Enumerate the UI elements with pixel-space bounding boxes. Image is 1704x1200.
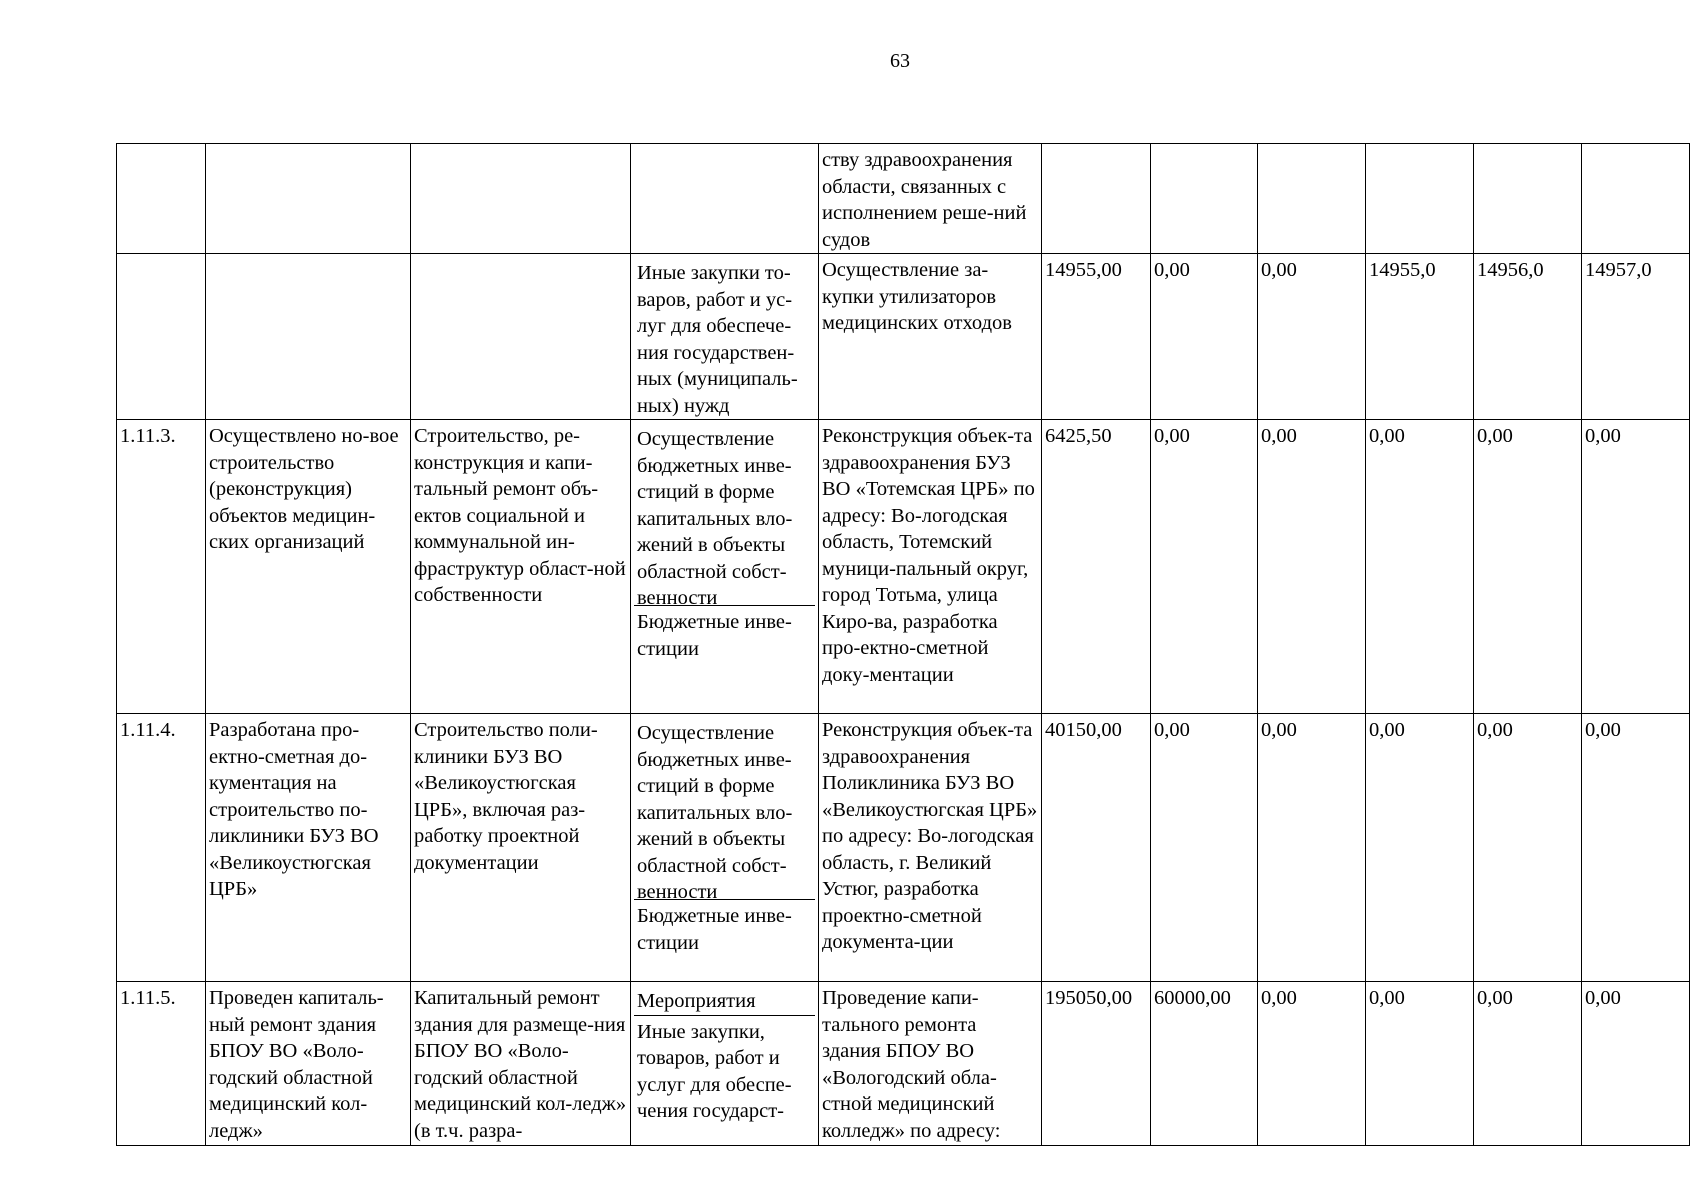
table-row <box>117 254 1690 420</box>
cell-value: 0,00 <box>1258 714 1366 982</box>
source-text: Осуществление бюджетных инве-стиций в форме капитальных вло-жений в объекты областной собст-венности <box>637 722 793 903</box>
cell-result: Разработана про-ектно-сметная до-кументация на строительство по-ликлиники БУЗ ВО «Великоустюгская ЦРБ» <box>206 714 411 982</box>
source-text: Иные закупки, товаров, работ и услуг для обеспе-чения государст- <box>634 1015 815 1125</box>
cell-value: 0,00 <box>1366 714 1474 982</box>
cell-value: 60000,00 <box>1151 982 1258 1146</box>
cell-value: 0,00 <box>1366 982 1474 1146</box>
source-text: Иные закупки то-варов, работ и ус-луг для обеспече-ния государствен-ных (муниципаль-ных) нужд <box>637 262 798 417</box>
table-row <box>117 420 1690 714</box>
source-text <box>634 147 815 150</box>
cell-value: 40150,00 <box>1042 714 1151 982</box>
cell-source <box>631 420 819 714</box>
cell-value: 0,00 <box>1151 714 1258 982</box>
cell-value: 0,00 <box>1258 254 1366 420</box>
cell-source <box>631 982 819 1146</box>
cell-measure: Строительство, ре-конструкция и капи-тальный ремонт объ-ектов социальной и коммунальной ин-фраструктур област-ной собственности <box>411 420 631 714</box>
cell-value: 0,00 <box>1151 420 1258 714</box>
cell-value: 0,00 <box>1151 254 1258 420</box>
cell-value: 0,00 <box>1258 420 1366 714</box>
table-row <box>117 144 1690 254</box>
cell-value: 0,00 <box>1582 420 1690 714</box>
cell-description: Реконструкция объек-та здравоохранения БУЗ ВО «Тотемская ЦРБ» по адресу: Во-логодская область, Тотемский муници-пальный округ, город Тотьма, улица Киро-ва, разработка про-ектно-сметной доку-ментации <box>819 420 1042 714</box>
cell-value <box>1151 144 1258 254</box>
source-text: Бюджетные инве-стиции <box>634 899 815 956</box>
cell-value: 0,00 <box>1474 714 1582 982</box>
source-text: Бюджетные инве-стиции <box>634 605 815 662</box>
cell-number: 1.11.5. <box>117 982 206 1146</box>
cell-value: 0,00 <box>1366 420 1474 714</box>
cell-source <box>631 254 819 420</box>
cell-value: 14957,0 <box>1582 254 1690 420</box>
cell-number: 1.11.4. <box>117 714 206 982</box>
cell-value: 0,00 <box>1582 982 1690 1146</box>
cell-value <box>1258 144 1366 254</box>
source-text: Осуществление бюджетных инве-стиций в форме капитальных вло-жений в объекты областной собст-венности <box>637 428 793 609</box>
cell-number: 1.11.3. <box>117 420 206 714</box>
cell-value <box>1582 144 1690 254</box>
cell-source <box>631 714 819 982</box>
cell-result <box>206 144 411 254</box>
cell-value: 0,00 <box>1474 982 1582 1146</box>
cell-value <box>1366 144 1474 254</box>
cell-description: Реконструкция объек-та здравоохранения Поликлиника БУЗ ВО «Великоустюгская ЦРБ» по адресу: Во-логодская область, г. Великий Устюг, разработка проектно-сметной документа-ции <box>819 714 1042 982</box>
cell-measure <box>411 254 631 420</box>
table-row <box>117 982 1690 1146</box>
cell-value: 14956,0 <box>1474 254 1582 420</box>
budget-table <box>116 143 1690 1146</box>
cell-value: 195050,00 <box>1042 982 1151 1146</box>
cell-measure: Капитальный ремонт здания для размеще-ния БПОУ ВО «Воло-годский областной медицинский кол-ледж» (в т.ч. разра- <box>411 982 631 1146</box>
cell-result: Осуществлено но-вое строительство (реконструкция) объектов медицин-ских организаций <box>206 420 411 714</box>
cell-value: 14955,0 <box>1366 254 1474 420</box>
cell-measure: Строительство поли-клиники БУЗ ВО «Великоустюгская ЦРБ», включая раз-работку проектной документации <box>411 714 631 982</box>
cell-number <box>117 254 206 420</box>
cell-source <box>631 144 819 254</box>
cell-description: Проведение капи-тального ремонта здания БПОУ ВО «Вологодский обла-стной медицинский колледж» по адресу: <box>819 982 1042 1146</box>
page-number: 63 <box>890 50 910 72</box>
cell-description: ству здравоохранения области, связанных с исполнением реше-ний судов <box>819 144 1042 254</box>
cell-measure <box>411 144 631 254</box>
cell-value: 6425,50 <box>1042 420 1151 714</box>
cell-value <box>1042 144 1151 254</box>
cell-number <box>117 144 206 254</box>
cell-value <box>1474 144 1582 254</box>
cell-value: 0,00 <box>1474 420 1582 714</box>
cell-result: Проведен капиталь-ный ремонт здания БПОУ ВО «Воло-годский областной медицинский кол-ледж» <box>206 982 411 1146</box>
cell-result <box>206 254 411 420</box>
source-text: Мероприятия <box>637 990 756 1012</box>
cell-value: 14955,00 <box>1042 254 1151 420</box>
cell-description: Осуществление за-купки утилизаторов медицинских отходов <box>819 254 1042 420</box>
cell-value: 0,00 <box>1582 714 1690 982</box>
cell-value: 0,00 <box>1258 982 1366 1146</box>
table-row <box>117 714 1690 982</box>
